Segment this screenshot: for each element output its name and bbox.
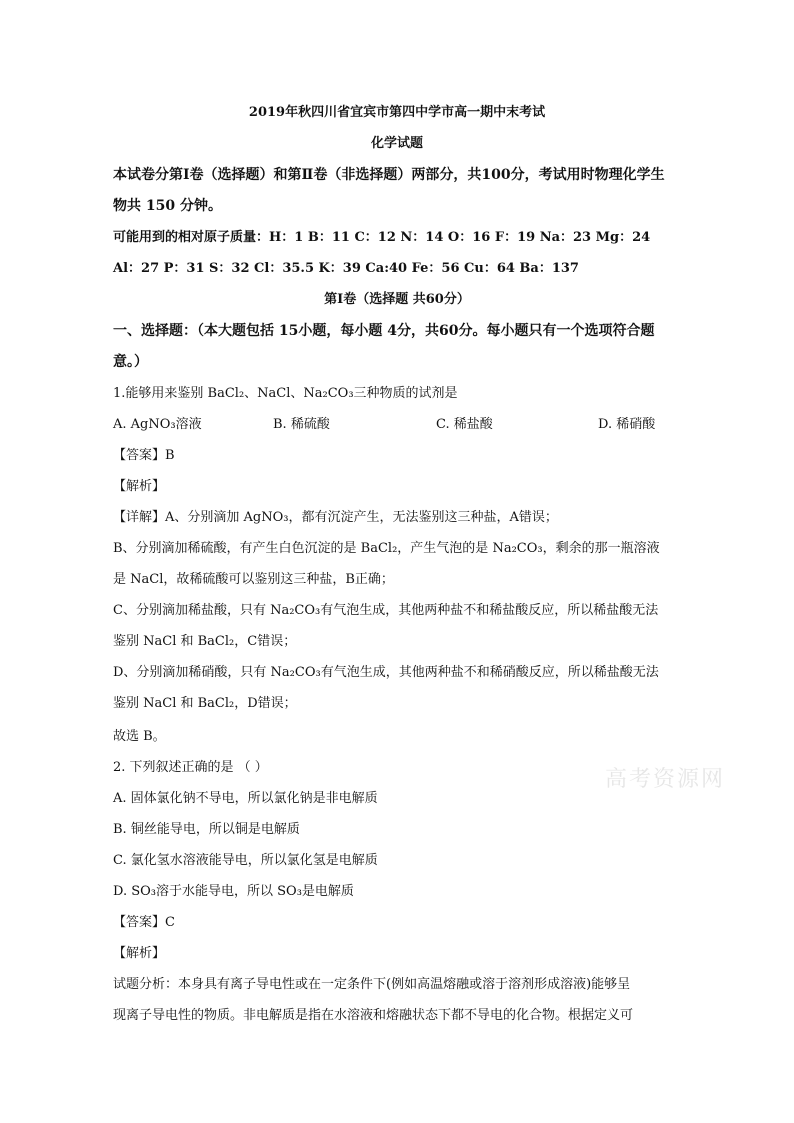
q2-option-a: A. 固体氯化钠不导电，所以氯化钠是非电解质 xyxy=(113,791,378,806)
atomic-mass-line-1: 可能用到的相对原子质量：H：1 B：11 C：12 N：14 O：16 F：19 Na：23 Mg：24 xyxy=(113,230,651,245)
q1-detail-line: 鉴别 NaCl 和 BaCl₂，C错误； xyxy=(113,634,297,649)
q2-analysis-label: 【解析】 xyxy=(113,946,166,961)
q1-answer: 【答案】B xyxy=(113,448,175,463)
q2-analysis-line: 试题分析：本身具有离子导电性或在一定条件下(例如高温熔融或溶于溶剂形成溶液)能够呈 xyxy=(113,977,631,992)
q2-answer: 【答案】C xyxy=(113,915,175,930)
q1-detail-line: 故选 B。 xyxy=(113,729,166,744)
q1-analysis-label: 【解析】 xyxy=(113,479,166,494)
watermark: 高考资源网 xyxy=(605,767,726,792)
q1-stem: 1.能够用来鉴别 BaCl₂、NaCl、Na₂CO₃三种物质的试剂是 xyxy=(113,386,458,401)
q1-option-a: A. AgNO₃溶液 xyxy=(113,417,202,432)
q2-option-b: B. 铜丝能导电，所以铜是电解质 xyxy=(113,822,300,837)
q2-option-c: C. 氯化氢水溶液能导电，所以氯化氢是电解质 xyxy=(113,853,378,868)
exam-subtitle: 化学试题 xyxy=(370,136,423,151)
q2-stem: 2. 下列叙述正确的是 （ ） xyxy=(113,760,268,775)
q1-detail-line: D、分别滴加稀硝酸，只有 Na₂CO₃有气泡生成，其他两种盐不和稀硝酸反应，所以稀盐酸无法 xyxy=(113,665,659,680)
q1-options xyxy=(113,415,681,435)
q1-option-c: C. 稀盐酸 xyxy=(436,417,493,432)
section1-heading-line-2: 意。） xyxy=(113,354,148,370)
intro-line-2: 物共 150 分钟。 xyxy=(113,198,222,214)
intro-line-1: 本试卷分第Ⅰ卷（选择题）和第Ⅱ卷（非选择题）两部分，共100分，考试用时物理化学生 xyxy=(113,167,665,183)
q1-detail-line: B、分别滴加稀硫酸，有产生白色沉淀的是 BaCl₂，产生气泡的是 Na₂CO₃，剩余的那一瓶溶液 xyxy=(113,541,660,556)
atomic-mass-line-2: Al：27 P：31 S：32 Cl：35.5 K：39 Ca:40 Fe：56 Cu：64 Ba：137 xyxy=(113,261,579,276)
q1-option-b: B. 稀硫酸 xyxy=(273,417,330,432)
section1-heading-line-1: 一、选择题：（本大题包括 15小题，每小题 4分，共60分。每小题只有一个选项符合题 xyxy=(113,323,655,339)
q1-option-d: D. 稀硝酸 xyxy=(598,417,656,432)
exam-title: 2019年秋四川省宜宾市第四中学市高一期中末考试 xyxy=(248,105,546,120)
q2-analysis-line: 现离子导电性的物质。非电解质是指在水溶液和熔融状态下都不导电的化合物。根据定义可 xyxy=(113,1008,634,1023)
q1-detail-line: C、分别滴加稀盐酸，只有 Na₂CO₃有气泡生成，其他两种盐不和稀盐酸反应，所以稀盐酸无法 xyxy=(113,603,659,618)
q1-detail-line: 是 NaCl，故稀硫酸可以鉴别这三种盐，B正确； xyxy=(113,572,394,587)
q2-option-d: D. SO₃溶于水能导电，所以 SO₃是电解质 xyxy=(113,884,354,899)
part1-title: 第Ⅰ卷（选择题 共60分） xyxy=(324,292,470,307)
q1-detail-line: 鉴别 NaCl 和 BaCl₂，D错误； xyxy=(113,696,297,711)
q1-detail-line: 【详解】A、分别滴加 AgNO₃，都有沉淀产生，无法鉴别这三种盐，A错误； xyxy=(113,510,558,525)
